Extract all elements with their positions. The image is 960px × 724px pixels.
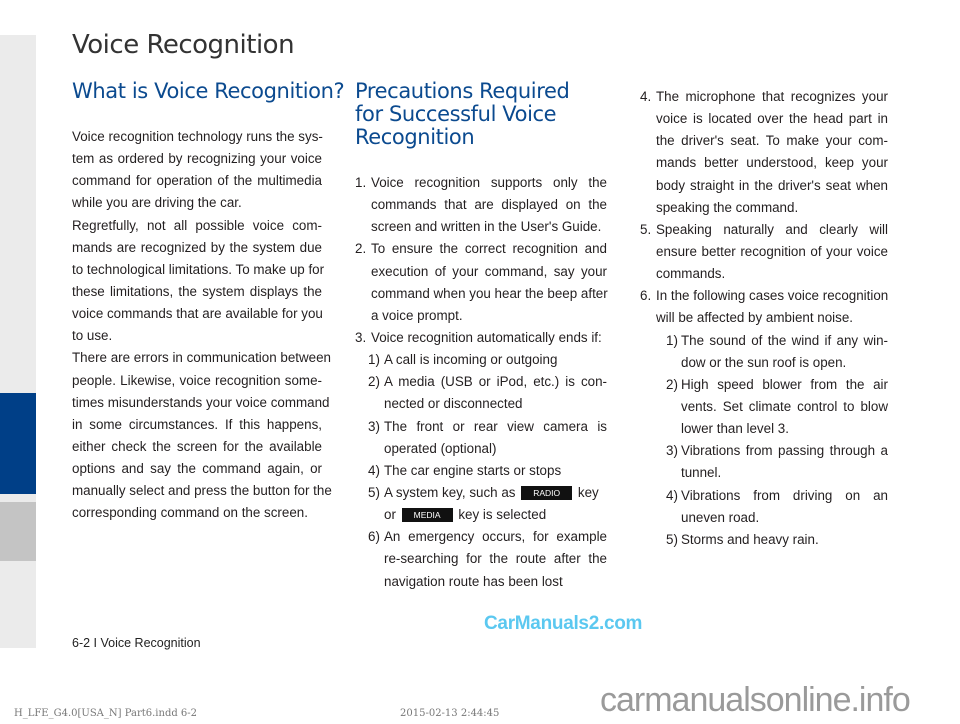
sub-item-number: 1)	[368, 352, 380, 368]
key-text-after: key is selected	[458, 507, 547, 523]
sub-item-line	[384, 482, 607, 504]
paragraph-line: Regretfully, not all possible voice com-	[72, 217, 322, 233]
sub-item-line: uneven road.	[681, 509, 760, 525]
sub-item-line: Vibrations from passing through a	[681, 443, 888, 459]
list-item	[355, 238, 607, 327]
sub-item-line: A media (USB or iPod, etc.) is con-	[384, 374, 607, 390]
sub-item-line: vents. Set climate control to blow	[681, 398, 888, 414]
sub-item-line: nected or disconnected	[384, 396, 523, 412]
sub-item-line: dow or the sun roof is open.	[681, 354, 847, 370]
item-number: 5.	[640, 221, 652, 237]
sub-item-line: An emergency occurs, for example	[384, 529, 607, 545]
sub-item-number: 3)	[368, 418, 380, 434]
item-line: body straight in the driver's seat when	[656, 177, 888, 193]
print-timestamp: 2015-02-13 2:44:45	[400, 708, 500, 719]
item-number: 3.	[355, 329, 367, 345]
item-line: will be affected by ambient noise.	[656, 310, 854, 326]
sub-item	[368, 416, 607, 460]
item-line: Voice recognition automatically ends if:	[371, 329, 602, 345]
sub-item-number: 2)	[368, 374, 380, 390]
paragraph-line: manually select and press the button for the	[72, 483, 332, 499]
list-item	[640, 219, 888, 285]
item-line: speaking the command.	[656, 199, 799, 215]
list-item	[640, 86, 888, 219]
paragraph-line: people. Likewise, voice recognition some-	[72, 372, 322, 388]
item-line: mands better understood, keep your	[656, 155, 888, 171]
item-number: 2.	[355, 241, 367, 257]
paragraph-line: mands are recognized by the system due	[72, 239, 322, 255]
sub-item-line: navigation route has been lost	[384, 573, 563, 589]
paragraph-line: command for operation of the multimedia	[72, 173, 322, 189]
item-line: voice is located over the head part in	[656, 111, 888, 127]
heading-line: for Successful Voice	[355, 102, 557, 126]
sub-item	[368, 482, 607, 526]
sub-item-number: 5)	[368, 484, 380, 500]
paragraph-line: times misunderstands your voice command	[72, 394, 330, 410]
item-line: The microphone that recognizes your	[656, 89, 888, 104]
sub-item	[666, 330, 888, 374]
section-heading-precautions	[355, 80, 569, 149]
sub-item-line: The front or rear view camera is	[384, 418, 607, 434]
paragraph-line: while you are driving the car.	[72, 195, 242, 211]
print-slug: H_LFE_G4.0[USA_N] Part6.indd 6-2	[14, 708, 198, 719]
page-title: Voice Recognition	[72, 30, 295, 60]
sub-item-line: lower than level 3.	[681, 421, 789, 437]
sub-item-line: re-searching for the route after the	[384, 551, 607, 567]
sub-item	[666, 440, 888, 484]
sub-item	[368, 371, 607, 415]
item-line: To ensure the correct recognition and	[371, 241, 607, 257]
sub-item-line	[384, 504, 607, 526]
heading-line: Precautions Required	[355, 79, 570, 103]
paragraph-line: There are errors in communication between	[72, 350, 332, 366]
item-line: commands that are displayed on the	[371, 197, 607, 213]
paragraph-line: these limitations, the system displays the	[72, 283, 322, 299]
sub-item-line: operated (optional)	[384, 440, 497, 456]
radio-key-badge: RADIO	[521, 486, 572, 500]
paragraph-line: to technological limitations. To make up for	[72, 261, 325, 277]
sub-item-line: The sound of the wind if any win-	[681, 332, 888, 348]
section-heading-what-is: What is Voice Recognition?	[72, 79, 345, 103]
item-line: Speaking naturally and clearly will	[656, 221, 888, 237]
page-footer: 6-2 I Voice Recognition	[72, 636, 201, 650]
sub-item	[368, 460, 607, 482]
media-key-badge: MEDIA	[402, 508, 453, 522]
chapter-tab	[0, 502, 36, 561]
sub-item-line: A call is incoming or outgoing	[384, 352, 558, 368]
item-line: the driver's seat. To make your com-	[656, 133, 888, 149]
paragraph-line: corresponding command on the screen.	[72, 505, 308, 521]
sub-item-line: tunnel.	[681, 465, 722, 481]
item-number: 4.	[640, 89, 652, 104]
paragraph-line: either check the screen for the available	[72, 438, 322, 454]
paragraph-line: options and say the command again, or	[72, 461, 322, 477]
key-text-before: or	[384, 507, 396, 523]
precautions-list	[355, 172, 607, 593]
item-line: In the following cases voice recognition	[656, 288, 889, 304]
watermark-carmanualsonline: carmanualsonline.info	[600, 681, 910, 719]
paragraph-line: Voice recognition technology runs the sys-	[72, 129, 323, 144]
sub-item-number: 4)	[368, 462, 380, 478]
paragraph-line: tem as ordered by recognizing your voice	[72, 151, 322, 167]
section-what-is-body	[72, 126, 332, 525]
paragraph-line: in some circumstances. If this happens,	[72, 416, 322, 432]
key-text-after: key	[577, 484, 599, 500]
sub-item-number: 5)	[666, 531, 678, 547]
list-item	[355, 327, 607, 349]
sub-item	[368, 526, 607, 592]
sub-item	[666, 529, 888, 551]
sub-item-number: 6)	[368, 529, 380, 545]
sub-item	[368, 349, 607, 371]
sub-item-line: Storms and heavy rain.	[681, 531, 819, 547]
sub-item-line: High speed blower from the air	[681, 376, 888, 392]
item-line: Voice recognition supports only the	[371, 175, 607, 190]
item-number: 6.	[640, 288, 652, 304]
heading-line: Recognition	[355, 125, 475, 149]
list-item	[355, 172, 607, 238]
sub-item-number: 4)	[666, 487, 678, 503]
paragraph-line: to use.	[72, 328, 113, 344]
watermark-carmanuals2: CarManuals2.com	[484, 613, 643, 634]
item-number: 1.	[355, 175, 367, 190]
sub-item	[666, 485, 888, 529]
sub-item-number: 3)	[666, 443, 678, 459]
list-item	[640, 285, 888, 329]
sub-item-line: Vibrations from driving on an	[681, 487, 888, 503]
sub-item-number: 2)	[666, 376, 678, 392]
precautions-list-continued	[640, 86, 888, 551]
item-line: commands.	[656, 266, 726, 282]
sub-item-number: 1)	[666, 332, 678, 348]
item-line: ensure better recognition of your voice	[656, 243, 888, 259]
key-text-before: A system key, such as	[384, 484, 516, 500]
sub-item	[666, 374, 888, 440]
item-line: a voice prompt.	[371, 307, 463, 323]
item-line: execution of your command, say your	[371, 263, 607, 279]
item-line: screen and written in the User's Guide.	[371, 219, 602, 235]
chapter-tab-active	[0, 393, 36, 494]
item-line: command when you hear the beep after	[371, 285, 608, 301]
sub-item-line: The car engine starts or stops	[384, 462, 562, 478]
paragraph-line: voice commands that are available for you	[72, 306, 323, 322]
